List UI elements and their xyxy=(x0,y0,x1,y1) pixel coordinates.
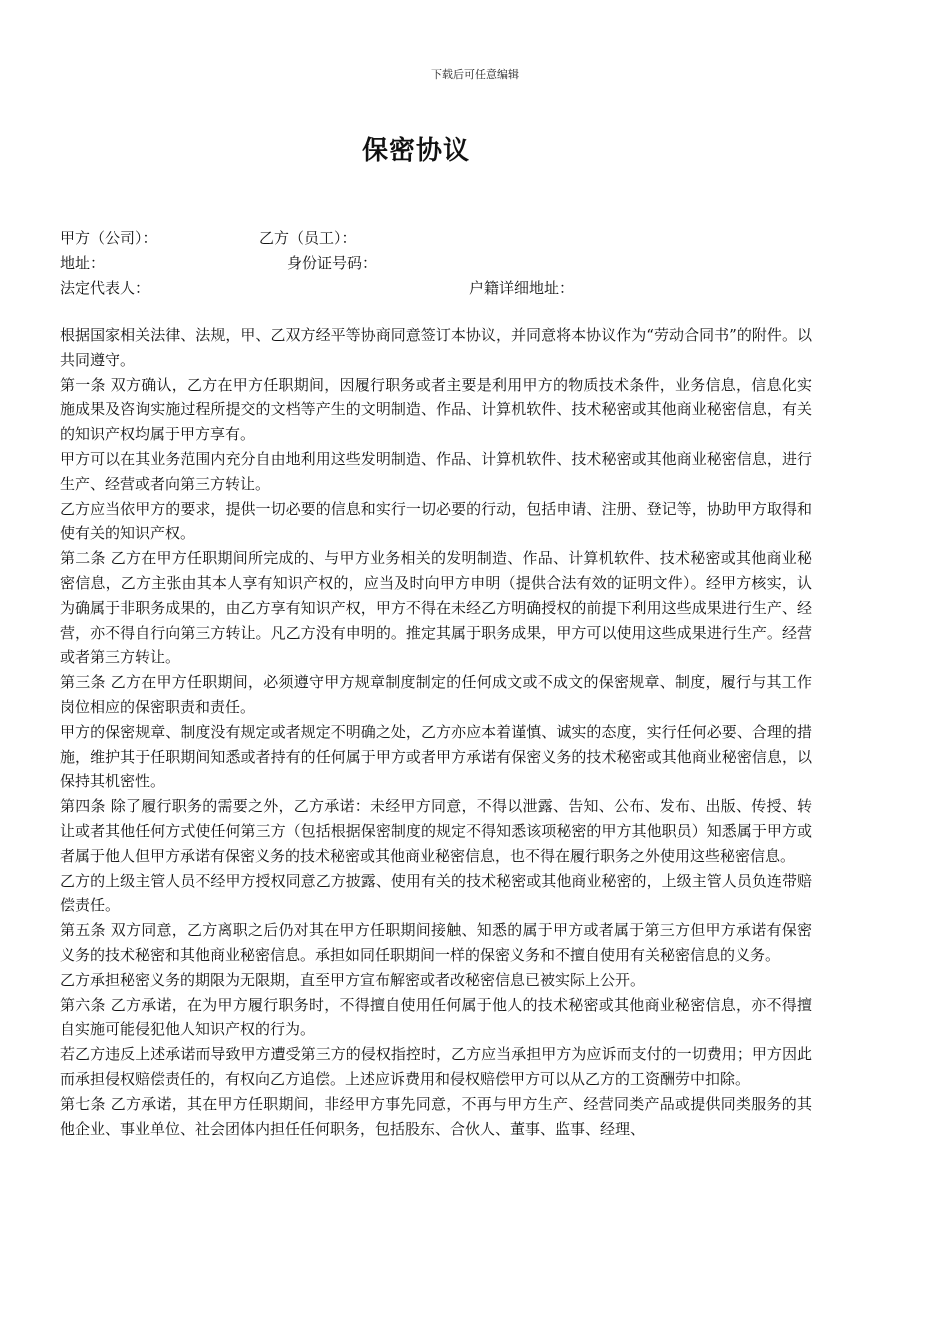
agreement-body xyxy=(60,323,812,1141)
paragraph: 根据国家相关法律、法规，甲、乙双方经平等协商同意签订本协议，并同意将本协议作为“劳动合同书”的附件。以共同遵守。 xyxy=(60,326,812,369)
household-address-label: 户籍详细地址： xyxy=(469,279,575,297)
paragraph: 乙方的上级主管人员不经甲方授权同意乙方披露、使用有关的技术秘密或其他商业秘密的，上级主管人员负连带赔偿责任。 xyxy=(60,871,812,915)
paragraph: 第四条 除了履行职务的需要之外，乙方承诺：未经甲方同意，不得以泄露、告知、公布、发布、出版、传授、转让或者其他任何方式使任何第三方（包括根据保密制度的规定不得知悉该项秘密的甲方其他职员）知悉属于甲方或者属于他人但甲方承诺有保密义务的技术秘密或其他商业秘密信息，也不得在履行职务之外使用这些秘密信息。 xyxy=(60,797,812,865)
paragraph: 甲方的保密规章、制度没有规定或者规定不明确之处，乙方亦应本着谨慎、诚实的态度，实行任何必要、合理的措施，维护其于任职期间知悉或者持有的任何属于甲方或者甲方承诺有保密义务的技术秘密或其他商业秘密信息，以保持其机密性。 xyxy=(60,722,812,791)
id-number-label: 身份证号码： xyxy=(287,254,378,272)
paragraph: 甲方可以在其业务范围内充分自由地利用这些发明制造、作品、计算机软件、技术秘密或其他商业秘密信息，进行生产、经营或者向第三方转让。 xyxy=(60,449,812,493)
document-title: 保密协议 xyxy=(361,136,470,166)
paragraph: 第六条 乙方承诺，在为甲方履行职务时，不得擅自使用任何属于他人的技术秘密或其他商业秘密信息，亦不得擅自实施可能侵犯他人知识产权的行为。 xyxy=(60,995,812,1039)
paragraph: 第一条 双方确认，乙方在甲方任职期间，因履行职务或者主要是利用甲方的物质技术条件，业务信息，信息化实施成果及咨询实施过程所提交的文档等产生的文明制造、作品、计算机软件、技术秘密或其他商业秘密信息，有关的知识产权均属于甲方享有。 xyxy=(60,375,812,444)
party-a-company-label: 甲方（公司）： xyxy=(60,229,158,247)
paragraph: 乙方承担秘密义务的期限为无限期，直至甲方宣布解密或者改秘密信息已被实际上公开。 xyxy=(60,970,646,989)
paragraph: 若乙方违反上述承诺而导致甲方遭受第三方的侵权指控时，乙方应当承担甲方为应诉而支付的一切费用；甲方因此而承担侵权赔偿责任的，有权向乙方追偿。上述应诉费用和侵权赔偿甲方可以从乙方的工资酬劳中扣除。 xyxy=(60,1045,812,1088)
paragraph: 第二条 乙方在甲方任职期间所完成的、与甲方业务相关的发明制造、作品、计算机软件、技术秘密或其他商业秘密信息，乙方主张由其本人享有知识产权的，应当及时向甲方申明（提供合法有效的证明文件）。经甲方核实，认为确属于非职务成果的，由乙方享有知识产权，甲方不得在未经乙方明确授权的前提下利用这些成果进行生产、经营，亦不得自行向第三方转让。凡乙方没有申明的。推定其属于职务成果，甲方可以使用这些成果进行生产。经营或者第三方转让。 xyxy=(60,549,812,667)
paragraph: 乙方应当依甲方的要求，提供一切必要的信息和实行一切必要的行动，包括申请、注册、登记等，协助甲方取得和使有关的知识产权。 xyxy=(60,499,812,543)
address-label: 地址： xyxy=(60,254,106,272)
party-b-employee-label: 乙方（员工）： xyxy=(259,229,357,247)
paragraph: 第七条 乙方承诺，其在甲方任职期间，非经甲方事先同意，不再与甲方生产、经营同类产品或提供同类服务的其他企业、事业单位、社会团体内担任任何职务，包括股东、合伙人、董事、监事、经理、 xyxy=(60,1094,812,1138)
paragraph: 第三条 乙方在甲方任职期间，必须遵守甲方规章制度制定的任何成文或不成文的保密规章、制度，履行与其工作岗位相应的保密职责和责任。 xyxy=(60,673,812,716)
paragraph: 第五条 双方同意，乙方离职之后仍对其在甲方任职期间接触、知悉的属于甲方或者属于第三方但甲方承诺有保密义务的技术秘密和其他商业秘密信息。承担如同任职期间一样的保密义务和不擅自使用有关秘密信息的义务。 xyxy=(60,921,812,964)
header-note: 下载后可任意编辑 xyxy=(431,68,519,81)
legal-representative-label: 法定代表人： xyxy=(60,279,151,297)
